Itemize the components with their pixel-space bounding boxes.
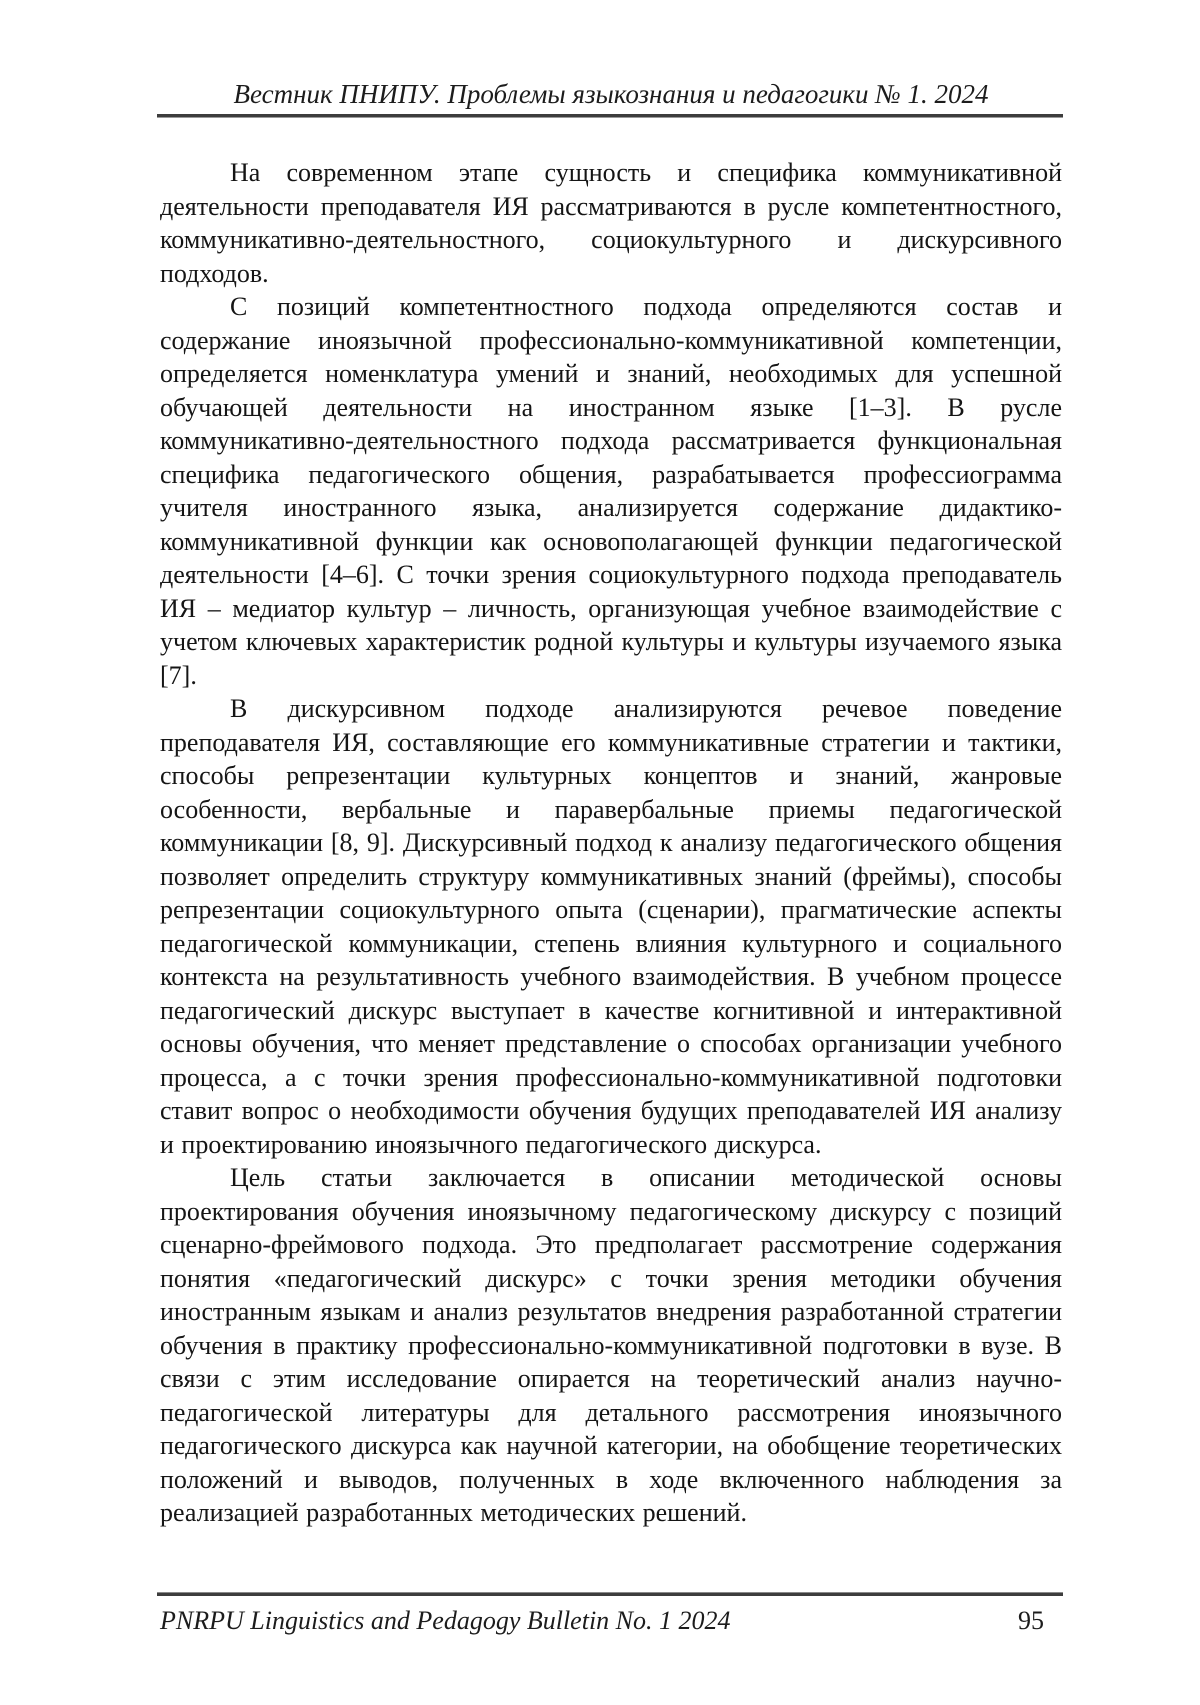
paragraph: С позиций компетентностного подхода определяются состав и содержание иноязычной профессионально-коммуникативной компетенции, определяется номенклатура умений и знаний, необходимых для успешной обучающей деятельности на иностранном языке [1–3]. В русле коммуникативно-деятельностного подхода рассматривается функциональная специфика педагогического общения, разрабатывается профессиограмма учителя иностранного языка, анализируется содержание дидактико-коммуникативной функции как основополагающей функции педагогической деятельности [4–6]. С точки зрения социокультурного подхода преподаватель ИЯ – медиатор культур – личность, организующая учебное взаимодействие с учетом ключевых характеристик родной культуры и культуры изучаемого языка [7]. xyxy=(160,292,1062,690)
paragraph: На современном этапе сущность и специфика коммуникативной деятельности преподавателя ИЯ рассматриваются в русле компетентностного, коммуникативно-деятельностного, социокультурного и дискурсивного подходов. xyxy=(160,158,1062,288)
header-rule xyxy=(157,114,1063,118)
paragraph: В дискурсивном подходе анализируются речевое поведение преподавателя ИЯ, составляющие его коммуникативные стратегии и тактики, способы репрезентации культурных концептов и знаний, жанровые особенности, вербальные и паравербальные приемы педагогической коммуникации [8, 9]. Дискурсивный подход к анализу педагогического общения позволяет определить структуру коммуникативных знаний (фреймы), способы репрезентации социокультурного опыта (сценарии), прагматические аспекты педагогической коммуникации, степень влияния культурного и социального контекста на результативность учебного взаимодействия. В учебном процессе педагогический дискурс выступает в качестве когнитивной и интерактивной основы обучения, что меняет представление о способах организации учебного процесса, а с точки зрения профессионально-коммуникативной подготовки ставит вопрос о необходимости обучения будущих преподавателей ИЯ анализу и проектированию иноязычного педагогического дискурса. xyxy=(160,694,1062,1159)
page-number: 95 xyxy=(1018,1606,1044,1635)
running-header-title: Вестник ПНИПУ. Проблемы языкознания и педагогики № 1. 2024 xyxy=(233,79,989,109)
footer-journal-title: PNRPU Linguistics and Pedagogy Bulletin No. 1 2024 xyxy=(160,1606,731,1635)
page-footer xyxy=(160,1606,1062,1636)
footer-rule xyxy=(157,1592,1063,1596)
article-body xyxy=(160,156,1062,1530)
paragraph: Цель статьи заключается в описании методической основы проектирования обучения иноязычному педагогическому дискурсу с позиций сценарно-фреймового подхода. Это предполагает рассмотрение содержания понятия «педагогический дискурс» с точки зрения методики обучения иностранным языкам и анализ результатов внедрения разработанной стратегии обучения в практику профессионально-коммуникативной подготовки в вузе. В связи с этим исследование опирается на теоретический анализ научно-педагогической литературы для детального рассмотрения иноязычного педагогического дискурса как научной категории, на обобщение теоретических положений и выводов, полученных в ходе включенного наблюдения за реализацией разработанных методических решений. xyxy=(160,1163,1062,1527)
